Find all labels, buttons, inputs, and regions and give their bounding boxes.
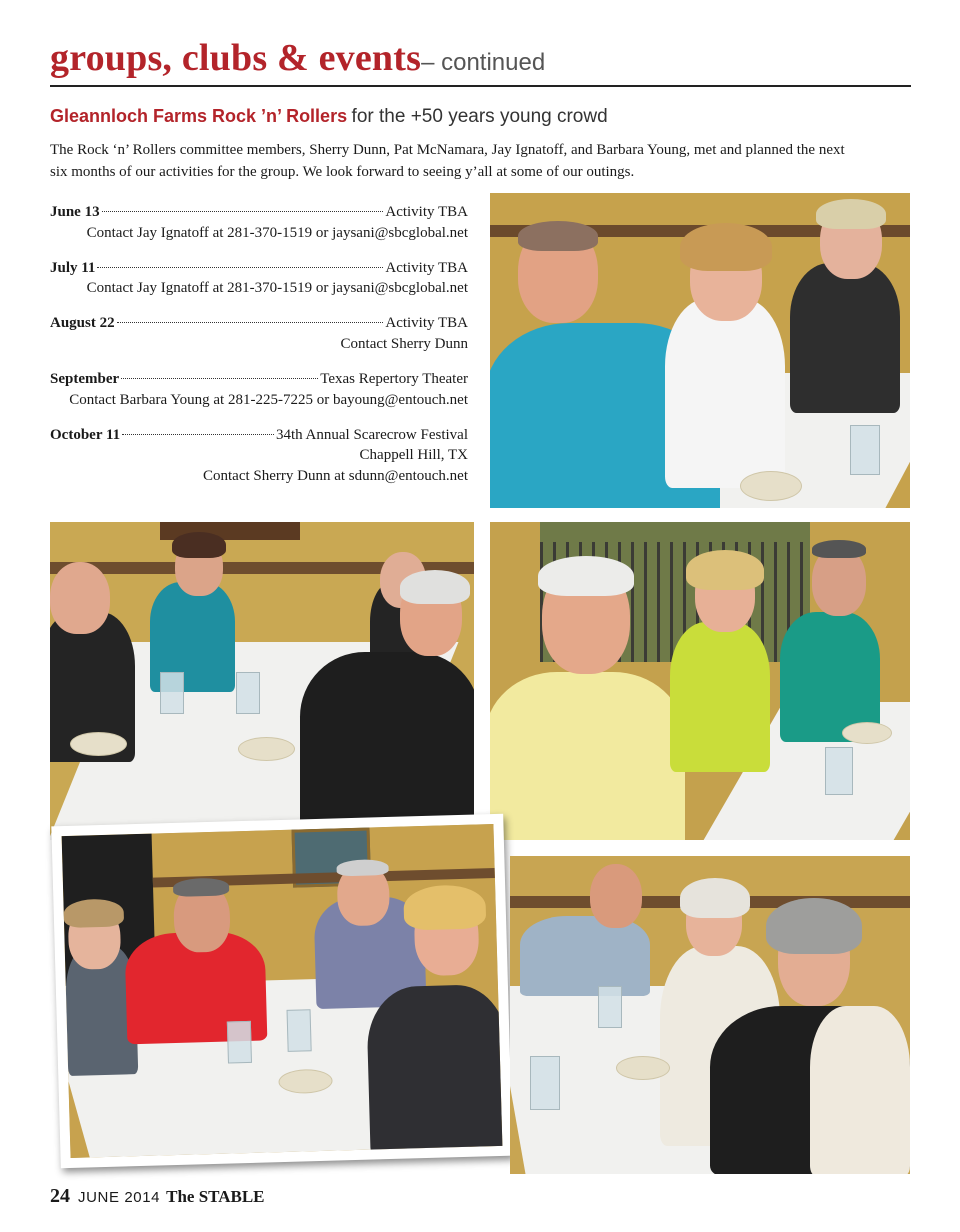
- group-intro: The Rock ‘n’ Rollers committee members, Sherry Dunn, Pat McNamara, Jay Ignatoff, and Barbara Young, met and planned the next six months of our activities for the group. We look forward to seeing y’all at some of our outings.: [50, 142, 845, 180]
- event-item: [50, 313, 468, 354]
- photo-committee: [490, 193, 910, 508]
- section-continued: – continued: [421, 49, 546, 76]
- dot-leader: [121, 378, 318, 379]
- photo-table-group-2: [490, 522, 910, 840]
- event-activity: Texas Repertory Theater: [320, 371, 468, 388]
- event-date: June 13: [50, 204, 100, 220]
- event-contact: Contact Jay Ignatoff at 281-370-1519 or jaysani@sbcglobal.net: [86, 280, 468, 297]
- section-title: groups, clubs & events: [50, 37, 422, 79]
- publication-name: The STABLE: [166, 1187, 265, 1206]
- event-contact: Contact Sherry Dunn: [340, 335, 468, 352]
- heading-divider: [50, 85, 911, 87]
- photo-table-group-3: [62, 824, 503, 1158]
- photo-tilted-frame: [51, 814, 512, 1168]
- group-tagline: for the +50 years young crowd: [351, 106, 608, 127]
- event-date: October 11: [50, 426, 121, 443]
- photo-table-group-4: [510, 856, 910, 1174]
- page-number: 24: [50, 1185, 70, 1207]
- section-heading: [50, 36, 545, 80]
- events-list: [50, 202, 468, 501]
- event-item: [50, 425, 468, 487]
- dot-leader: [117, 322, 384, 323]
- event-date: September: [50, 371, 120, 388]
- photo-table-group-1: [50, 522, 474, 840]
- event-item: [50, 202, 468, 243]
- dot-leader: [102, 211, 384, 212]
- event-activity: Activity TBA: [385, 315, 468, 332]
- group-name: Gleannloch Farms Rock ’n’ Rollers: [50, 106, 348, 126]
- event-contact: Contact Barbara Young at 281-225-7225 or bayoung@entouch.net: [69, 391, 468, 408]
- dot-leader: [97, 267, 383, 268]
- event-item: [50, 369, 468, 410]
- event-contact: Contact Sherry Dunn at sdunn@entouch.net: [202, 467, 468, 484]
- event-date: July 11: [50, 259, 96, 276]
- dot-leader: [122, 434, 274, 435]
- group-heading: [50, 106, 608, 128]
- event-date: August 22: [50, 315, 115, 332]
- event-activity: Activity TBA: [385, 259, 468, 276]
- event-item: [50, 258, 468, 299]
- event-activity: Activity TBA: [385, 204, 468, 220]
- issue-date: JUNE 2014: [78, 1189, 161, 1206]
- event-activity: 34th Annual Scarecrow Festival: [275, 426, 468, 443]
- page-footer: [50, 1185, 265, 1208]
- event-contact: Contact Jay Ignatoff at 281-370-1519 or jaysani@sbcglobal.net: [86, 224, 468, 241]
- event-location: Chappell Hill, TX: [359, 447, 468, 464]
